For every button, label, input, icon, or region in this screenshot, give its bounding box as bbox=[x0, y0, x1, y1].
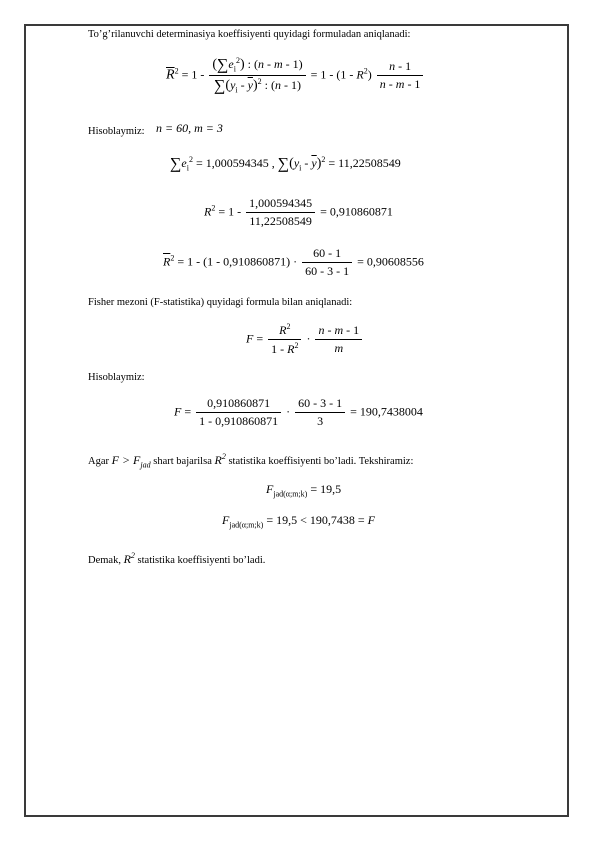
hisoblaymiz-label-2: Hisoblaymiz: bbox=[88, 372, 145, 383]
adjusted-r2-formula: $\overline{R}^2 = 1$ - $\frac{(\sum e_i^2) : (n - m - 1)}{\sum(y_i - \overline{y})^2 : (n - 1)}$ = $1 - (1 - R^2)$ $\frac{n - 1}{n - m - 1}$ bbox=[166, 56, 425, 96]
r2-adj-value: 0,90608556 bbox=[366, 254, 424, 269]
agar-line: Agar $F > F_{jad}$ shart bajarilsa $R^2$ statistika koeffisiyenti bo’ladi. Tekshiramiz: bbox=[88, 452, 414, 470]
demak-word: Demak, bbox=[88, 555, 121, 566]
f-compare-line: $F_{jad(\alpha;m;k)} = 19,5 < 190,7438 = F$ bbox=[222, 513, 375, 530]
fisher-text: Fisher mezoni (F-statistika) quyidagi formula bilan aniqlanadi: bbox=[88, 297, 353, 308]
shart-text: shart bajarilsa bbox=[153, 456, 212, 467]
r2-computation: $R^2 = 1$ - $\frac{1,000594345}{11,22508549}$ = 0,910860871 bbox=[204, 196, 393, 228]
r2-frac-den: 11,22508549 bbox=[249, 214, 312, 228]
r2-value: 0,910860871 bbox=[329, 204, 393, 219]
r2-frac-num: 1,000594345 bbox=[246, 196, 315, 213]
sum-dev2-value: 11,22508549 bbox=[338, 156, 401, 170]
f-frac-den-r2: 0,910860871 bbox=[215, 414, 279, 428]
f-frac-num: 0,910860871 bbox=[196, 396, 281, 413]
f-value: 190,7438004 bbox=[359, 404, 423, 419]
r2-adjusted-computation: $\overline{R}^2 = 1 - (1 - 0,910860871)$ · $\frac{60 - 1}{60 - 3 - 1}$ = 0,90608556 bbox=[163, 246, 424, 278]
intro-text: To’g’rilanuvchi determinasiya koeffisiyenti quyidagi formuladan aniqlanadi: bbox=[88, 29, 411, 40]
hisoblaymiz-label-1: Hisoblaymiz: bbox=[88, 126, 145, 137]
adj-frac-den: 60 - 3 - 1 bbox=[305, 264, 350, 278]
stat-text: statistika koeffisiyenti bo’ladi. Tekshiramiz: bbox=[228, 456, 414, 467]
f-table-value: 19,5 bbox=[320, 482, 342, 496]
f-frac2-den: 3 bbox=[317, 414, 324, 428]
params-text: n = 60, m = 3 bbox=[156, 121, 223, 135]
demak-tail: statistika koeffisiyenti bo’ladi. bbox=[137, 555, 266, 566]
f-frac2-num: 60 - 3 - 1 bbox=[295, 396, 345, 413]
demak-line: Demak, $R^2$ statistika koeffisiyenti bo’ladi. bbox=[88, 551, 266, 566]
adj-frac-num: 60 - 1 bbox=[302, 246, 352, 263]
f-computation: F = $\frac{0,910860871}{1 - 0,910860871}$ · $\frac{60 - 3 - 1}{3}$ = 190,7438004 bbox=[174, 396, 423, 428]
sums-line: $\sum e_i^2 = 1,000594345$ , $\sum(y_i - \overline{y})^2 = 11,22508549$ bbox=[170, 155, 401, 173]
f-formula: F = $\frac{R^2}{1 - R^2}$ · $\frac{n - m - 1}{m}$ bbox=[246, 322, 364, 357]
f-compare-value: 19,5 < 190,7438 bbox=[276, 513, 355, 527]
f-table-line: $F_{jad(\alpha;m;k)} = 19,5$ bbox=[266, 482, 342, 499]
r2-value-ref: 0,910860871 bbox=[223, 254, 287, 269]
sum-e2-value: 1,000594345 bbox=[205, 156, 269, 170]
agar-word: Agar bbox=[88, 456, 109, 467]
